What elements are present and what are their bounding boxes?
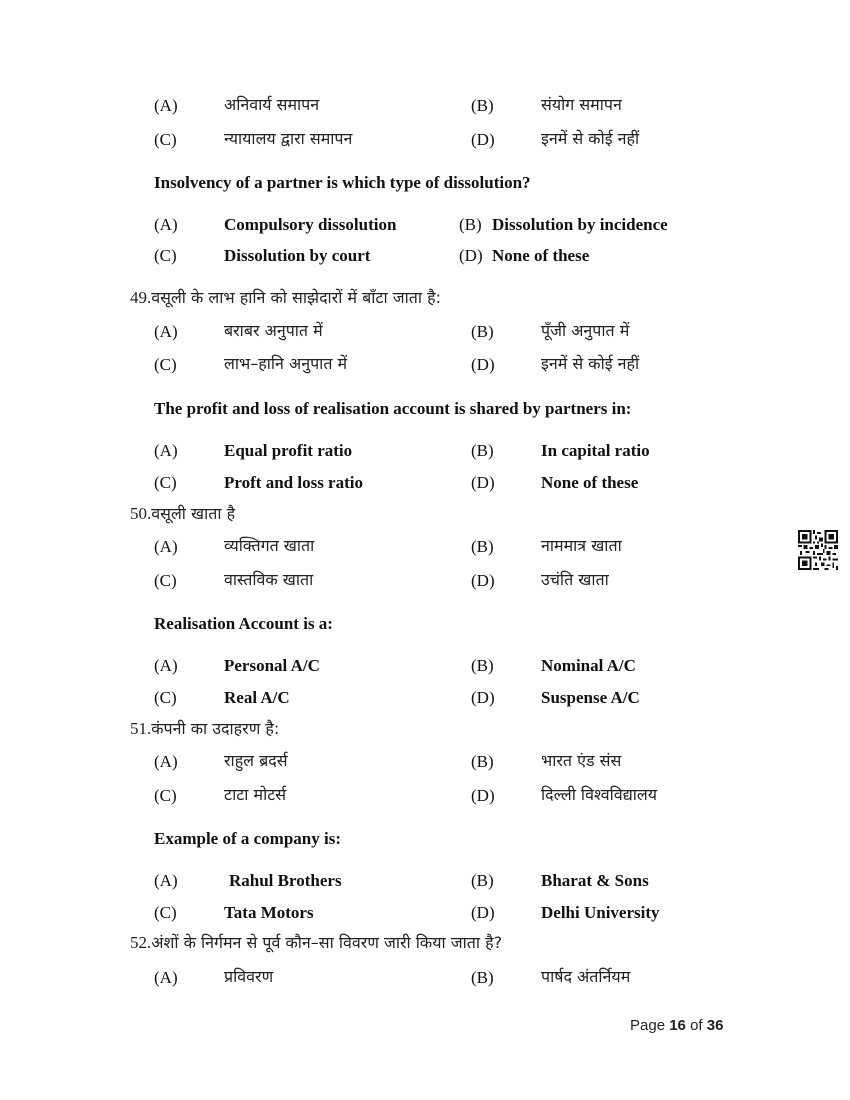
option-text: Suspense A/C — [541, 688, 640, 707]
q48-english-question: Insolvency of a partner is which type of dissolution? — [154, 173, 531, 192]
of-word: of — [690, 1017, 703, 1034]
qr-code-icon — [798, 530, 838, 570]
option-label: (D) — [471, 473, 495, 492]
option-text: वास्तविक खाता — [224, 570, 314, 589]
option-text: अनिवार्य समापन — [224, 95, 320, 114]
option-label: (B) — [471, 537, 494, 556]
page-word: Page — [630, 1017, 666, 1034]
question-text: कंपनी का उदाहरण है: — [151, 719, 280, 738]
total-pages: 36 — [706, 1017, 724, 1034]
option-label: (D) — [459, 246, 483, 265]
option-text: In capital ratio — [541, 441, 650, 460]
option-text: Equal profit ratio — [224, 441, 353, 460]
option-label: (C) — [154, 473, 177, 492]
q50-hindi-question — [130, 501, 235, 527]
option-label: (A) — [154, 656, 178, 675]
option-label: (C) — [154, 571, 177, 590]
option-text: Dissolution by incidence — [492, 215, 668, 234]
option-label: (A) — [154, 322, 178, 341]
option-label: (D) — [471, 571, 495, 590]
option-text: Rahul Brothers — [229, 871, 342, 890]
question-number: 51. — [130, 719, 152, 738]
option-label: (B) — [471, 441, 494, 460]
option-text: दिल्ली विश्वविद्यालय — [541, 785, 658, 804]
option-text: Bharat & Sons — [541, 871, 649, 890]
option-label: (B) — [471, 968, 494, 987]
option-label: (D) — [471, 786, 495, 805]
option-label: (A) — [154, 215, 178, 234]
option-text: बराबर अनुपात में — [224, 321, 323, 340]
current-page: 16 — [669, 1017, 686, 1034]
option-label: (A) — [154, 96, 178, 115]
q49-english-question: The profit and loss of realisation account is shared by partners in: — [154, 399, 632, 418]
question-text: वसूली के लाभ हानि को साझेदारों में बाँटा जाता है: — [151, 288, 441, 307]
option-label: (B) — [471, 322, 494, 341]
question-number: 49. — [130, 288, 152, 307]
q50-english-question: Realisation Account is a: — [154, 614, 333, 633]
q51-hindi-question — [130, 716, 279, 742]
option-label: (C) — [154, 355, 177, 374]
option-text: पार्षद अंतर्नियम — [541, 967, 631, 986]
option-text: टाटा मोटर्स — [224, 785, 287, 804]
q51-english-question: Example of a company is: — [154, 829, 341, 848]
option-label: (B) — [471, 656, 494, 675]
option-label: (D) — [471, 130, 495, 149]
q49-hindi-question — [130, 285, 441, 311]
option-text: Real A/C — [224, 688, 290, 707]
option-text: पूँजी अनुपात में — [541, 321, 630, 340]
option-text: उचंति खाता — [541, 570, 609, 589]
option-text: न्यायालय द्वारा समापन — [224, 129, 353, 148]
option-text: लाभ–हानि अनुपात में — [224, 354, 348, 373]
option-label: (D) — [471, 355, 495, 374]
option-label: (B) — [471, 752, 494, 771]
option-label: (C) — [154, 246, 177, 265]
option-label: (A) — [154, 752, 178, 771]
option-label: (D) — [471, 903, 495, 922]
option-text: None of these — [541, 473, 639, 492]
option-text: Proft and loss ratio — [224, 473, 363, 492]
option-label: (C) — [154, 903, 177, 922]
option-text: संयोग समापन — [541, 95, 622, 114]
option-text: नाममात्र खाता — [541, 536, 622, 555]
option-label: (A) — [154, 871, 178, 890]
option-text: Personal A/C — [224, 656, 320, 675]
option-label: (B) — [459, 215, 482, 234]
option-text: None of these — [492, 246, 590, 265]
option-label: (B) — [471, 871, 494, 890]
option-label: (B) — [471, 96, 494, 115]
option-label: (A) — [154, 537, 178, 556]
option-text: Nominal A/C — [541, 656, 636, 675]
option-text: इनमें से कोई नहीं — [541, 129, 640, 148]
option-text: इनमें से कोई नहीं — [541, 354, 640, 373]
option-text: Compulsory dissolution — [224, 215, 397, 234]
question-number: 52. — [130, 933, 152, 952]
option-label: (A) — [154, 441, 178, 460]
option-label: (C) — [154, 786, 177, 805]
option-text: राहुल ब्रदर्स — [224, 751, 288, 770]
option-text: भारत एंड संस — [541, 751, 622, 770]
option-text: प्रविवरण — [224, 967, 274, 986]
question-number: 50. — [130, 504, 152, 523]
option-label: (C) — [154, 130, 177, 149]
option-text: Delhi University — [541, 903, 660, 922]
option-text: Dissolution by court — [224, 246, 371, 265]
option-label: (D) — [471, 688, 495, 707]
option-text: Tata Motors — [224, 903, 314, 922]
question-text: वसूली खाता है — [151, 504, 236, 523]
option-text: व्यक्तिगत खाता — [224, 536, 315, 555]
question-text: अंशों के निर्गमन से पूर्व कौन–सा विवरण जारी किया जाता है? — [151, 933, 503, 952]
option-label: (A) — [154, 968, 178, 987]
option-label: (C) — [154, 688, 177, 707]
q52-hindi-question — [130, 930, 502, 956]
page-number — [630, 1014, 723, 1038]
